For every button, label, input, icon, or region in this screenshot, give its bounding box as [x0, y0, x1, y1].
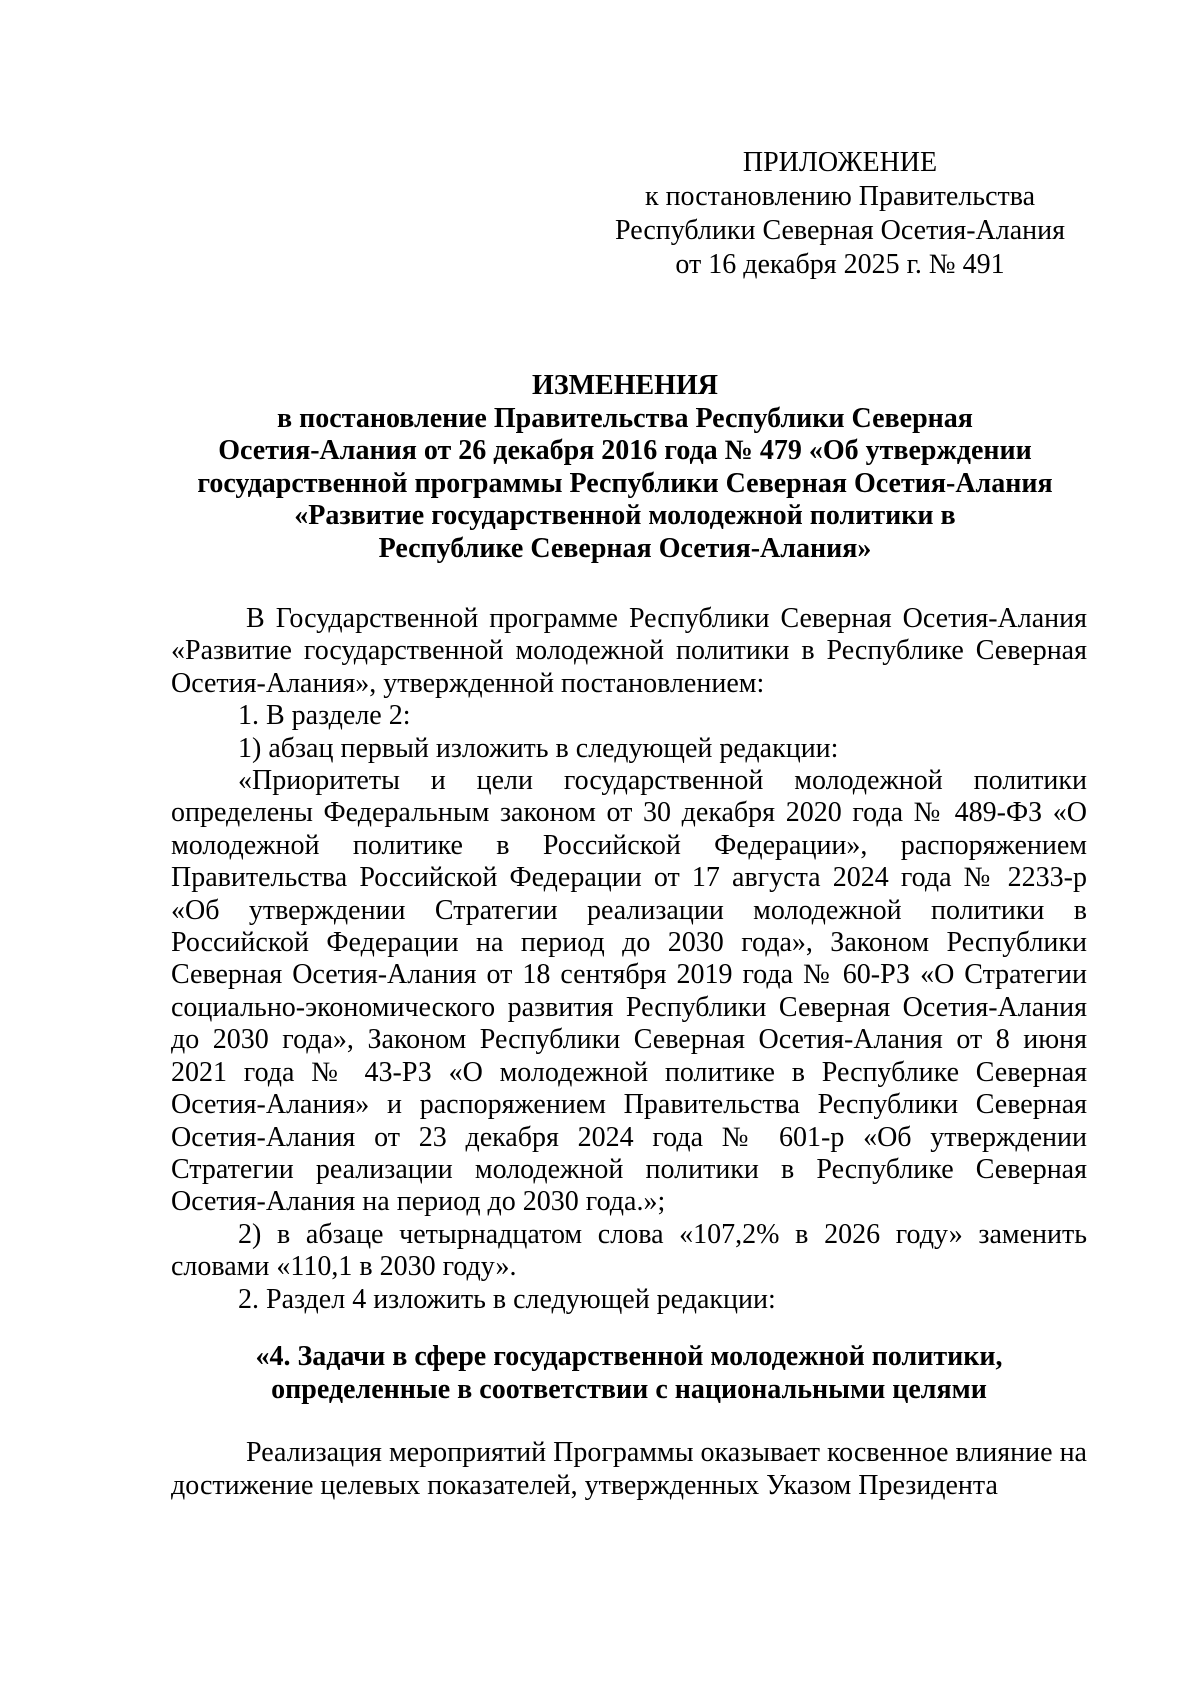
- title-line: в постановление Правительства Республики Северная: [277, 402, 973, 434]
- title-line: «Развитие государственной молодежной политики в: [294, 500, 956, 531]
- document-title: [160, 370, 1090, 565]
- item-2: 2. Раздел 4 изложить в следующей редакции:: [238, 1283, 776, 1315]
- item-1: 1. В разделе 2:: [238, 700, 411, 732]
- quoted-paragraph: «Приоритеты и цели государственной молодежной политики определены Федеральным законом от 30 декабря 2020 года № 489-ФЗ «О молодежной политике в Российской Федерации», распоряжением Правительства Российской Федерации от 17 августа 2024 года № 2233-р «Об утверждении Стратегии реализации молодежной политики в Российской Федерации на период до 2030 года», Законом Республики Северная Осетия-Алания от 18 сентября 2019 года № 60-РЗ «О Стратегии социально-экономического развития Республики Северная Осетия-Алания до 2030 года», Законом Республики Северная Осетия-Алания от 8 июня 2021 года № 43-РЗ «О молодежной политике в Республике Северная Осетия-Алания» и распоряжением Правительства Республики Северная Осетия-Алания от 23 декабря 2024 года № 601-р «Об утверждении Стратегии реализации молодежной политики в Республике Северная Осетия-Алания на период до 2030 года.»;: [171, 765, 1087, 1218]
- appendix-line: к постановлению Правительства: [644, 181, 1036, 212]
- intro-paragraph: В Государственной программе Республики Северная Осетия-Алания «Развитие государственной молодежной политики в Республике Северная Осетия-Алания», утвержденной постановлением:: [171, 603, 1087, 699]
- section-title-line: «4. Задачи в сфере государственной молодежной политики,: [255, 1341, 1003, 1372]
- section-4-title: [171, 1340, 1087, 1406]
- appendix-title: ПРИЛОЖЕНИЕ: [742, 147, 938, 178]
- section-4-paragraph: Реализация мероприятий Программы оказывает косвенное влияние на достижение целевых показателей, утвержденных Указом Президента: [171, 1437, 1087, 1501]
- appendix-header: [590, 146, 1090, 282]
- title-line: Республике Северная Осетия-Алания»: [378, 532, 872, 564]
- title-line: государственной программы Республики Северная Осетия-Алания: [197, 467, 1053, 499]
- item-1-1: 1) абзац первый изложить в следующей редакции:: [238, 732, 839, 764]
- appendix-line: Республики Северная Осетия-Алания: [615, 215, 1065, 246]
- document-body: [171, 603, 1087, 1316]
- title-heading: ИЗМЕНЕНИЯ: [532, 370, 718, 401]
- appendix-date-number: от 16 декабря 2025 г. № 491: [675, 249, 1005, 280]
- section-title-line: определенные в соответствии с национальными целями: [271, 1374, 987, 1405]
- title-line: Осетия-Алания от 26 декабря 2016 года № 479 «Об утверждении: [218, 435, 1032, 466]
- item-1-2: 2) в абзаце четырнадцатом слова «107,2% в 2026 году» заменить словами «110,1 в 2030 году».: [171, 1218, 1087, 1283]
